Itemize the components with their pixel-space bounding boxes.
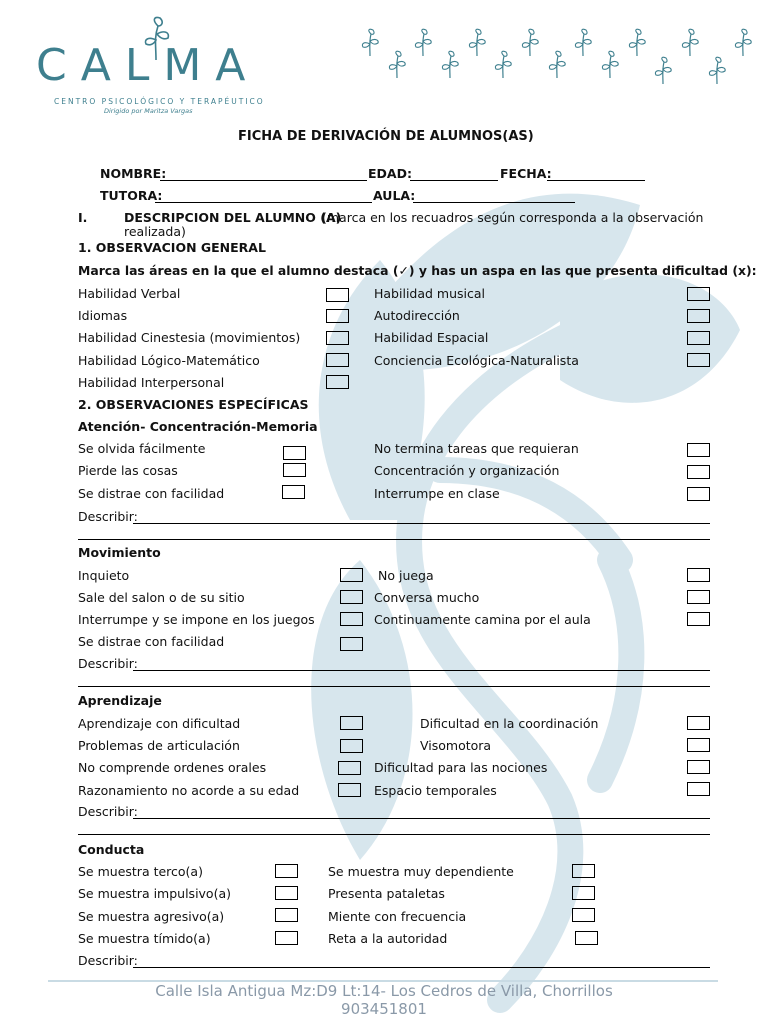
list-item: Conversa mucho (374, 590, 480, 605)
list-item: Se distrae con facilidad (78, 634, 225, 649)
list-item: Se muestra tímido(a) (78, 931, 211, 946)
list-item: Se olvida fácilmente (78, 441, 206, 456)
list-item: Habilidad Espacial (374, 330, 489, 345)
checkbox[interactable] (326, 309, 349, 323)
checkbox[interactable] (326, 353, 349, 367)
list-item: Reta a la autoridad (328, 931, 448, 946)
list-item: Conciencia Ecológica-Naturalista (374, 353, 579, 368)
checkbox[interactable] (687, 287, 710, 301)
checkbox[interactable] (687, 612, 710, 626)
footer-address: Calle Isla Antigua Mz:D9 Lt:14- Los Cedros de Villa, Chorrillos (155, 982, 613, 1000)
list-item: Autodirección (374, 308, 460, 323)
checkbox[interactable] (687, 782, 710, 796)
checkbox[interactable] (687, 716, 710, 730)
list-item: Se muestra agresivo(a) (78, 909, 225, 924)
field-edad-label: EDAD: (368, 166, 412, 181)
checkbox[interactable] (340, 716, 363, 730)
field-nombre-input[interactable] (160, 180, 367, 181)
checkbox[interactable] (572, 908, 595, 922)
checkbox[interactable] (575, 931, 598, 945)
movimiento-heading: Movimiento (78, 545, 161, 560)
list-item: No comprende ordenes orales (78, 760, 267, 775)
checkbox[interactable] (340, 637, 363, 651)
list-item: Miente con frecuencia (328, 909, 467, 924)
checkbox[interactable] (687, 353, 710, 367)
field-fecha-input[interactable] (547, 180, 645, 181)
section1-instruction: Marca las áreas en la que el alumno destaca (✓) y has un aspa en las que presenta dificultad (x): (78, 263, 757, 278)
checkbox[interactable] (275, 908, 298, 922)
checkbox[interactable] (687, 465, 710, 479)
list-item: Interrumpe en clase (374, 486, 500, 501)
list-item: Problemas de articulación (78, 738, 240, 753)
field-nombre-label: NOMBRE: (100, 166, 167, 181)
list-item: Dificultad en la coordinación (420, 716, 599, 731)
list-item: Se distrae con facilidad (78, 486, 225, 501)
field-fecha-label: FECHA: (500, 166, 552, 181)
checkbox[interactable] (687, 568, 710, 582)
checkbox[interactable] (282, 485, 305, 499)
section1-note-line2: realizada) (124, 224, 186, 239)
checkbox[interactable] (687, 443, 710, 457)
aprendizaje-heading: Aprendizaje (78, 693, 162, 708)
field-tutora-label: TUTORA: (100, 188, 163, 203)
list-item: Habilidad Interpersonal (78, 375, 225, 390)
checkbox[interactable] (687, 738, 710, 752)
list-item: Pierde las cosas (78, 463, 178, 478)
list-item: Se muestra impulsivo(a) (78, 886, 231, 901)
checkbox[interactable] (340, 568, 363, 582)
checkbox[interactable] (572, 864, 595, 878)
list-item: Habilidad Cinestesia (movimientos) (78, 330, 301, 345)
describir-label: Describir: (78, 509, 138, 524)
list-item: Sale del salon o de su sitio (78, 590, 245, 605)
checkbox[interactable] (283, 463, 306, 477)
list-item: Razonamiento no acorde a su edad (78, 783, 300, 798)
describir-input[interactable] (78, 686, 710, 687)
footer-phone: 903451801 (341, 1000, 427, 1018)
describir-label: Describir: (78, 953, 138, 968)
list-item: No termina tareas que requieran (374, 441, 579, 456)
atencion-heading: Atención- Concentración-Memoria (78, 419, 318, 434)
list-item: Aprendizaje con dificultad (78, 716, 241, 731)
checkbox[interactable] (338, 761, 361, 775)
checkbox[interactable] (687, 309, 710, 323)
list-item: Concentración y organización (374, 463, 560, 478)
field-edad-input[interactable] (410, 180, 498, 181)
section2-subheading: 2. OBSERVACIONES ESPECÍFICAS (78, 397, 309, 412)
checkbox[interactable] (687, 760, 710, 774)
checkbox[interactable] (572, 886, 595, 900)
checkbox[interactable] (275, 864, 298, 878)
decorative-sprouts-icon (355, 22, 760, 94)
checkbox[interactable] (687, 487, 710, 501)
logo-subtitle: CENTRO PSICOLÓGICO Y TERAPÉUTICO (54, 97, 265, 106)
list-item: Habilidad musical (374, 286, 486, 301)
list-item: No juega (378, 568, 434, 583)
list-item: Visomotora (420, 738, 492, 753)
describir-input[interactable] (133, 818, 710, 819)
checkbox[interactable] (687, 331, 710, 345)
describir-input[interactable] (133, 523, 710, 524)
list-item: Interrumpe y se impone en los juegos (78, 612, 315, 627)
list-item: Inquieto (78, 568, 130, 583)
checkbox[interactable] (326, 288, 349, 302)
list-item: Continuamente camina por el aula (374, 612, 591, 627)
list-item: Se muestra terco(a) (78, 864, 203, 879)
section1-numeral: I. (78, 210, 88, 225)
describir-input[interactable] (78, 834, 710, 835)
field-aula-input[interactable] (413, 202, 575, 203)
checkbox[interactable] (340, 739, 363, 753)
page-title: FICHA DE DERIVACIÓN DE ALUMNOS(AS) (238, 129, 534, 144)
checkbox[interactable] (326, 375, 349, 389)
logo-wordmark: CALMA (36, 40, 260, 91)
describir-label: Describir: (78, 804, 138, 819)
section1-subheading: 1. OBSERVACION GENERAL (78, 240, 266, 255)
describir-input[interactable] (133, 967, 710, 968)
list-item: Habilidad Lógico-Matemático (78, 353, 260, 368)
checkbox[interactable] (687, 590, 710, 604)
describir-label: Describir: (78, 656, 138, 671)
conducta-heading: Conducta (78, 842, 145, 857)
section1-note-line1: (marca en los recuadros según corresponda a la observación (322, 210, 704, 225)
field-tutora-input[interactable] (155, 202, 372, 203)
list-item: Espacio temporales (374, 783, 497, 798)
logo-tagline: Dirigido por Maritza Vargas (104, 107, 193, 115)
describir-input[interactable] (133, 670, 710, 671)
list-item: Idiomas (78, 308, 128, 323)
checkbox[interactable] (275, 931, 298, 945)
section1-heading: DESCRIPCION DEL ALUMNO (A) (124, 210, 342, 225)
checkbox[interactable] (326, 331, 349, 345)
list-item: Dificultad para las nociones (374, 760, 548, 775)
list-item: Habilidad Verbal (78, 286, 181, 301)
checkbox[interactable] (340, 590, 363, 604)
checkbox[interactable] (275, 886, 298, 900)
field-aula-label: AULA: (373, 188, 416, 203)
list-item: Se muestra muy dependiente (328, 864, 514, 879)
checkbox[interactable] (340, 612, 363, 626)
checkbox[interactable] (283, 446, 306, 460)
describir-input[interactable] (78, 539, 710, 540)
list-item: Presenta pataletas (328, 886, 445, 901)
checkbox[interactable] (338, 783, 361, 797)
